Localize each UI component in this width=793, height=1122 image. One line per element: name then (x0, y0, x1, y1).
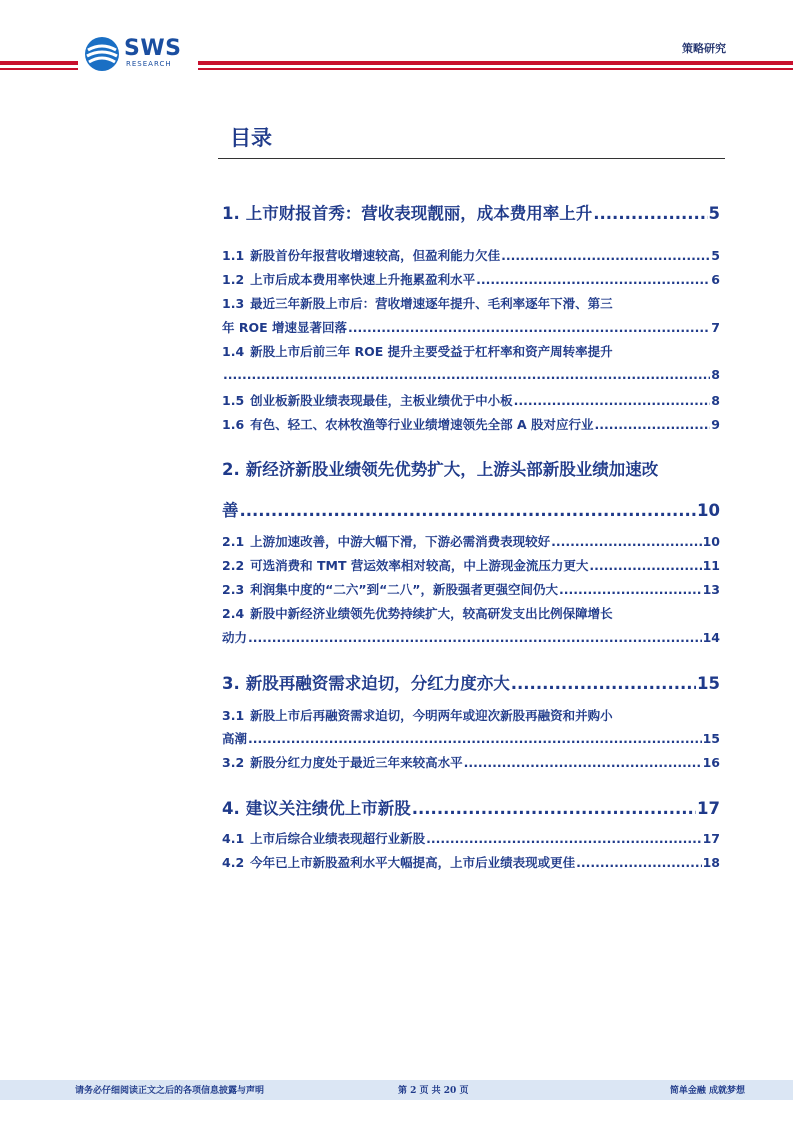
toc-entry-page: 8 (711, 393, 720, 408)
toc-entry-title-cont: 高潮 (222, 731, 248, 746)
toc-entry[interactable] (222, 829, 720, 847)
toc-leader-dots (464, 755, 702, 770)
toc-entry-page: 18 (702, 855, 720, 870)
toc-entry[interactable] (222, 556, 720, 574)
toc-entry-page: 11 (702, 558, 720, 573)
toc-entry[interactable] (222, 604, 720, 645)
toc-leader-dots (511, 674, 696, 693)
header-band (198, 61, 793, 65)
page-header (0, 0, 793, 80)
toc-entry[interactable] (222, 342, 720, 382)
logo-subtitle: RESEARCH (126, 60, 172, 68)
toc-entry-title-cont: 善 (222, 501, 239, 520)
toc-entry-number: 1.1 (222, 248, 245, 263)
toc-entry-title: 创业板新股业绩表现最佳，主板业绩优于中小板 (250, 393, 513, 408)
header-band-thin (0, 68, 78, 70)
toc-entry-page: 10 (702, 534, 720, 549)
toc-leader-dots (501, 248, 710, 263)
toc-entry-number: 1.4 (222, 344, 245, 359)
toc-entry-number: 1.2 (222, 272, 245, 287)
toc-leader-dots (240, 501, 697, 520)
toc-entry-page: 16 (702, 755, 720, 770)
toc-entry-page: 15 (697, 674, 720, 693)
toc-entry-title: 上市后成本费用率快速上升拖累盈利水平 (250, 272, 476, 287)
toc-entry-page: 15 (702, 731, 720, 746)
toc-leader-dots (514, 393, 711, 408)
toc-leader-dots (476, 272, 710, 287)
toc-entry-number: 4. (222, 799, 240, 818)
toc-entry-page: 17 (697, 799, 720, 818)
toc-entry-title: 新经济新股业绩领先优势扩大，上游头部新股业绩加速改 (245, 460, 659, 479)
toc-entry-number: 1. (222, 204, 240, 223)
sws-logo (84, 36, 194, 76)
toc-entry-title: 利润集中度的“二六”到“二八”，新股强者更强空间仍大 (250, 582, 559, 597)
logo-wordmark: SWS (124, 36, 182, 61)
toc-entry-title: 最近三年新股上市后：营收增速逐年提升、毛利率逐年下滑、第三 (250, 296, 613, 311)
toc-entry-title: 新股再融资需求迫切，分红力度亦大 (245, 674, 510, 693)
header-band (0, 61, 78, 65)
toc-leader-dots (576, 855, 701, 870)
toc-entry-number: 2.3 (222, 582, 245, 597)
toc-entry[interactable] (222, 294, 720, 335)
toc-entry-title-cont: 动力 (222, 630, 248, 645)
toc-leader-dots (426, 831, 701, 846)
toc-entry-number: 2. (222, 460, 240, 479)
toc-entry-number: 1.6 (222, 417, 245, 432)
toc-title: 目录 (230, 125, 272, 150)
sws-logo-icon (84, 36, 120, 72)
toc-entry-title: 今年已上市新股盈利水平大幅提高，上市后业绩表现或更佳 (250, 855, 576, 870)
toc-leader-dots (248, 630, 702, 645)
toc-entry[interactable] (222, 532, 720, 550)
toc-entry-page: 9 (711, 417, 720, 432)
toc-entry-number: 2.1 (222, 534, 245, 549)
toc-entry[interactable] (222, 270, 720, 288)
toc-entry-page: 7 (711, 320, 720, 335)
toc-leader-dots (595, 417, 711, 432)
toc-leader-dots (348, 320, 710, 335)
toc-entry-number: 1.3 (222, 296, 245, 311)
toc-entry-number: 1.5 (222, 393, 245, 408)
toc-entry-title: 上市财报首秀：营收表现靓丽，成本费用率上升 (245, 204, 593, 223)
toc-entry-number: 3. (222, 674, 240, 693)
toc-entry-title: 新股首份年报营收增速较高，但盈利能力欠佳 (250, 248, 501, 263)
toc-leader-dots (593, 204, 707, 223)
toc-entry[interactable] (222, 580, 720, 598)
toc-divider (218, 158, 725, 159)
toc-entry-page: 5 (711, 248, 720, 263)
toc-entry-title: 新股中新经济业绩领先优势持续扩大，较高研发支出比例保障增长 (250, 606, 613, 621)
toc-entry-title: 新股上市后再融资需求迫切，今明两年或迎次新股再融资和并购小 (250, 708, 613, 723)
toc-entry-page: 10 (697, 501, 720, 520)
toc-entry-title: 有色、轻工、农林牧渔等行业业绩增速领先全部 A 股对应行业 (250, 417, 594, 432)
toc-entry-title: 新股上市后前三年 ROE 提升主要受益于杠杆率和资产周转率提升 (250, 344, 613, 359)
footer-slogan: 简单金融 成就梦想 (669, 1086, 745, 1096)
toc-entry[interactable] (222, 853, 720, 871)
toc-entry-page: 6 (711, 272, 720, 287)
toc-entry-page: 8 (711, 367, 720, 382)
toc-entry[interactable] (222, 706, 720, 746)
toc-entry-number: 3.1 (222, 708, 245, 723)
toc-leader-dots (551, 534, 701, 549)
toc-entry[interactable] (222, 456, 720, 520)
toc-entry[interactable] (222, 415, 720, 433)
toc-leader-dots (559, 582, 702, 597)
toc-leader-dots (223, 367, 710, 382)
toc-leader-dots (412, 799, 696, 818)
toc-entry[interactable] (222, 670, 720, 694)
toc-leader-dots (248, 731, 702, 746)
toc-entry-title: 可选消费和 TMT 营运效率相对较高，中上游现金流压力更大 (250, 558, 589, 573)
footer-disclaimer: 请务必仔细阅读正文之后的各项信息披露与声明 (75, 1086, 265, 1096)
toc-entry-title: 上市后综合业绩表现超行业新股 (250, 831, 426, 846)
toc-entry[interactable] (222, 753, 720, 771)
footer-page-info: 第 2 页 共 20 页 (398, 1086, 469, 1096)
toc-entry-number: 4.2 (222, 855, 245, 870)
toc-entry[interactable] (222, 795, 720, 819)
toc-entry-title: 上游加速改善，中游大幅下滑，下游必需消费表现较好 (250, 534, 551, 549)
department-label: 策略研究 (682, 42, 726, 55)
toc-entry-title: 新股分红力度处于最近三年来较高水平 (250, 755, 463, 770)
toc-entry-page: 13 (702, 582, 720, 597)
toc-entry-number: 4.1 (222, 831, 245, 846)
toc-entry[interactable] (222, 246, 720, 264)
page-footer (0, 1080, 793, 1100)
toc-entry[interactable] (222, 200, 720, 224)
toc-leader-dots (589, 558, 701, 573)
toc-entry-page: 5 (708, 204, 720, 223)
toc-entry-page: 14 (702, 630, 720, 645)
header-band-thin (198, 68, 793, 70)
toc-entry-page: 17 (702, 831, 720, 846)
toc-entry[interactable] (222, 391, 720, 409)
toc-entry-title: 建议关注绩优上市新股 (245, 799, 411, 818)
toc-entry-number: 3.2 (222, 755, 245, 770)
toc-entry-number: 2.2 (222, 558, 245, 573)
toc-entry-number: 2.4 (222, 606, 245, 621)
toc-entry-title-cont: 年 ROE 增速显著回落 (222, 320, 347, 335)
